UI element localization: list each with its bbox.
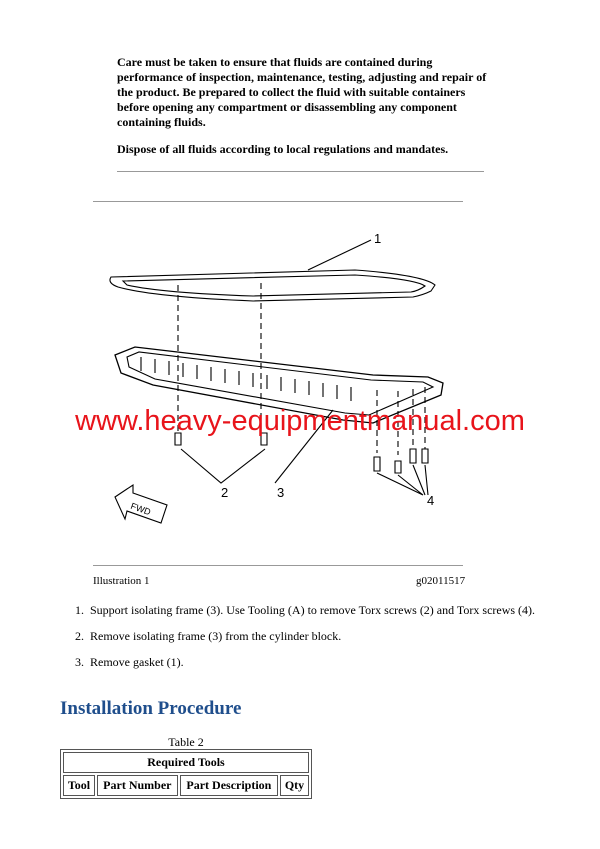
table-caption: Table 2 (168, 735, 204, 749)
illustration (93, 205, 463, 565)
callout-2: 2 (221, 485, 229, 500)
watermark-text: www.heavy-equipmentmanual.com (75, 405, 525, 437)
gasket-shape (110, 270, 435, 301)
divider-top (117, 171, 484, 172)
step-item (70, 629, 550, 644)
header-part-description: Part Description (180, 775, 278, 796)
step-number: 2. (75, 629, 84, 643)
header-qty: Qty (280, 775, 309, 796)
illustration-id: g02011517 (416, 575, 466, 587)
step-text: Remove gasket (1). (90, 655, 184, 669)
callout-4: 4 (427, 493, 435, 508)
dispose-paragraph: Dispose of all fluids according to local regulations and mandates. (117, 142, 449, 156)
header-tool: Tool (63, 775, 95, 796)
isolating-frame-diagram (93, 205, 463, 565)
callout-3: 3 (277, 485, 285, 500)
callout-1: 1 (374, 231, 382, 246)
illustration-caption: Illustration 1 (93, 575, 150, 587)
warning-paragraph: Care must be taken to ensure that fluids are contained during performance of inspection, maintenance, testing, adjusting and repair of the product. Be prepared to collect the fluid with suitable containers before opening any compartment or disassembling any component containing fluids. (117, 55, 487, 129)
header-part-number: Part Number (97, 775, 178, 796)
removal-steps (70, 603, 550, 681)
step-text: Support isolating frame (3). Use Tooling (A) to remove Torx screws (2) and Torx screws (4). (90, 603, 536, 617)
gasket-inner (123, 275, 425, 296)
required-tools-table (60, 749, 312, 799)
table-header-row (63, 775, 309, 796)
divider-figure-top (93, 201, 463, 202)
step-item (70, 655, 550, 670)
warning-block (117, 55, 497, 157)
divider-figure-bottom (93, 565, 463, 566)
step-number: 3. (75, 655, 84, 669)
step-number: 1. (75, 603, 84, 617)
table-title-row (63, 752, 309, 773)
section-title: Installation Procedure (60, 698, 242, 719)
table-title: Required Tools (63, 752, 309, 773)
step-item (70, 603, 550, 618)
fwd-label: FWD (129, 500, 153, 518)
step-text: Remove isolating frame (3) from the cylinder block. (90, 629, 342, 643)
